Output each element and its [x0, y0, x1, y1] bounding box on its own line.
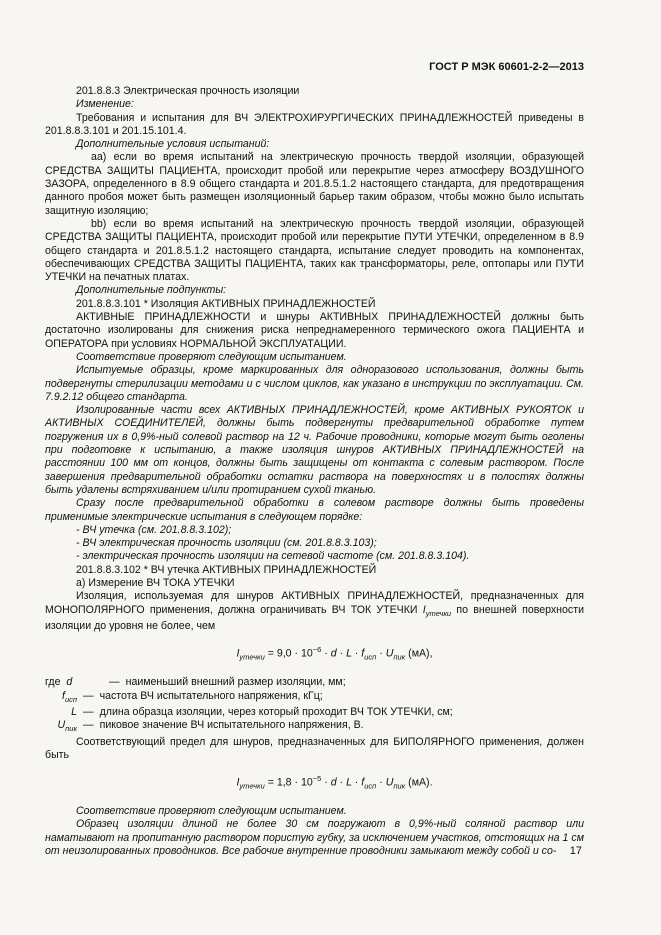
- subclauses-label: Дополнительные подпункты:: [76, 284, 227, 297]
- symbol-l: L: [71, 705, 77, 718]
- compliance-statement: Соответствие проверяют следующим испытанием.: [76, 805, 347, 818]
- subscript: утечки: [239, 652, 265, 662]
- unit: (мА),: [408, 647, 433, 660]
- symbol-i: I: [236, 647, 240, 660]
- symbol-d: d: [330, 776, 337, 789]
- symbol-u: U: [385, 647, 394, 660]
- paragraph: Требования и испытания для ВЧ ЭЛЕКТРОХИРУРГИЧЕСКИХ ПРИНАДЛЕЖНОСТЕЙ приведены в 201.8.8.3.101 и 201.15.101.4.: [45, 111, 584, 137]
- dash: —: [83, 705, 94, 718]
- page-number: 17: [569, 845, 582, 857]
- legend-row-l: [45, 706, 584, 719]
- dash: —: [83, 689, 94, 702]
- coefficient: 1,8 · 10: [276, 776, 313, 789]
- test-paragraph: Образец изоляции длиной не более 30 см погружают в 0,9%-ный соляной раствор или наматывают на пропитанную раствором пористую губку, за исключением участков, отстоящих на 1 см от неизолированных проводников. Все рабочие внутренние проводники замыкают между собой и со-: [45, 818, 584, 858]
- where-label: где: [45, 676, 61, 689]
- test-paragraph: Изолированные части всех АКТИВНЫХ ПРИНАДЛЕЖНОСТЕЙ, кроме АКТИВНЫХ РУКОЯТОК и АКТИВНЫХ СОЕДИНИТЕЛЕЙ, должны быть подвергнуты предварительной обработке путем погружения их в 0,9%-ный солевой раствор на 12 ч. Рабочие проводники, которые могут быть оголены при подготовке к испытанию, а также изоляция шнуров АКТИВНЫХ ПРИНАДЛЕЖНОСТЕЙ на расстоянии 100 мм от концов, должны быть защищены от контакта с солевым раствором. После завершения предварительной обработки остатки раствора на поверхностях и в полостях должны быть удалены встряхиванием и/или протиранием сухой тканью.: [45, 404, 584, 496]
- conditions-label: Дополнительные условия испытаний:: [76, 138, 270, 151]
- symbol-d: d: [66, 676, 73, 689]
- test-paragraph: Испытуемые образцы, кроме маркированных для одноразового использования, должны быть подвергнуты стерилизации методами и с числом циклов, как указано в инструкции по эксплуатации. См. 7.9.2.12 общего стандарта.: [45, 364, 584, 403]
- clause-heading: 201.8.8.3.101 * Изоляция АКТИВНЫХ ПРИНАДЛЕЖНОСТЕЙ: [76, 297, 376, 310]
- symbol-f: f: [61, 689, 65, 702]
- subscript: пик: [393, 781, 406, 791]
- document-body: [45, 85, 584, 858]
- test-paragraph: Сразу после предварительной обработки в солевом растворе должны быть проведены применимые электрические испытания в следующем порядке:: [45, 497, 584, 523]
- formula-bipolar: $I_{утечки} = 1,8 \cdot 10^{-5} \cdot d \cdot L \cdot f_{исп} \cdot U_{пик}$ (мА).: [236, 774, 433, 791]
- legend-text: частота ВЧ испытательного напряжения, кГц;: [99, 689, 323, 702]
- subscript: исп: [64, 694, 77, 704]
- symbol-d: d: [330, 647, 337, 660]
- symbol-f: f: [361, 647, 365, 660]
- paragraph: АКТИВНЫЕ ПРИНАДЛЕЖНОСТИ и шнуры АКТИВНЫХ ПРИНАДЛЕЖНОСТЕЙ должны быть достаточно изолированы для снижения риска непреднамеренного термического ожога ПАЦИЕНТА и ОПЕРАТОРА при условиях НОРМАЛЬНОЙ ЭКСПЛУАТАЦИИ.: [45, 311, 584, 350]
- text-run: Изоляция, используемая для шнуров АКТИВНЫХ ПРИНАДЛЕЖНОСТЕЙ, предназначенных для МОНОПОЛЯРНОГО применения, должна ограничивать ВЧ ТОК УТЕЧКИ: [45, 590, 584, 616]
- legend-row-u: [45, 719, 584, 735]
- legend-text: длина образца изоляции, через который проходит ВЧ ТОК УТЕЧКИ, см;: [99, 705, 453, 718]
- symbol-l: L: [346, 776, 352, 789]
- sub-heading: а) Измерение ВЧ ТОКА УТЕЧКИ: [76, 576, 235, 589]
- symbol-u: U: [385, 776, 394, 789]
- compliance-statement: Соответствие проверяют следующим испытанием.: [76, 350, 347, 363]
- symbol-i: I: [236, 776, 240, 789]
- change-label: Изменение:: [76, 98, 134, 111]
- coefficient: 9,0 · 10: [276, 647, 313, 660]
- legend-row-f: [45, 690, 584, 706]
- standard-code: ГОСТ Р МЭК 60601-2-2—2013: [429, 61, 584, 73]
- paragraph: [45, 590, 584, 633]
- exponent: −5: [312, 774, 322, 784]
- formula-monopolar: $I_{утечки} = 9,0 \cdot 10^{-6} \cdot d \cdot L \cdot f_{исп} \cdot U_{пик}$ (мА),: [236, 645, 433, 662]
- paragraph: Соответствующий предел для шнуров, предназначенных для БИПОЛЯРНОГО применения, должен быть: [45, 735, 584, 761]
- legend-text: пиковое значение ВЧ испытательного напряжения, В.: [99, 719, 364, 732]
- symbol-i: I: [422, 603, 426, 616]
- text-run: по внешней поверхности изоляции до уровня не более, чем: [45, 603, 584, 632]
- symbol-l: L: [346, 647, 352, 660]
- subscript: исп: [364, 652, 377, 662]
- legend-text: наименьший внешний размер изоляции, мм;: [125, 676, 346, 689]
- dash: —: [109, 676, 120, 689]
- list-item: - ВЧ утечка (см. 201.8.8.3.102);: [76, 523, 232, 536]
- subscript: исп: [364, 781, 377, 791]
- condition-aa: аа) если во время испытаний на электрическую прочность твердой изоляции, образующей СРЕДСТВА ЗАЩИТЫ ПАЦИЕНТА, происходит пробой или перекрытие через атмосферу ВОЗДУШНОГО ЗАЗОРА, определенного в 8.9 общего стандарта и 201.8.5.1.2 настоящего стандарта, для предотвращения данного пробоя может быть размещен изоляционный барьер таким образом, чтобы можно было испытать защитную изоляцию;: [45, 151, 584, 217]
- symbol-u: U: [57, 719, 66, 732]
- clause-heading: 201.8.8.3.102 * ВЧ утечка АКТИВНЫХ ПРИНАДЛЕЖНОСТЕЙ: [76, 563, 377, 576]
- list-item: - электрическая прочность изоляции на сетевой частоте (см. 201.8.8.3.104).: [76, 550, 470, 563]
- symbol-f: f: [361, 776, 365, 789]
- dash: —: [83, 719, 94, 732]
- unit: (мА).: [408, 776, 433, 789]
- clause-heading: 201.8.8.3 Электрическая прочность изоляции: [76, 85, 300, 97]
- subscript: утечки: [239, 781, 265, 791]
- list-item: - ВЧ электрическая прочность изоляции (см. 201.8.8.3.103);: [76, 537, 377, 550]
- condition-bb: bb) если во время испытаний на электрическую прочность твердой изоляции, образующей СРЕДСТВА ЗАЩИТЫ ПАЦИЕНТА, происходит пробой или перекрытие ПУТИ УТЕЧКИ, определенном в 8.9 общего стандарта и 201.8.5.1.2 настоящего стандарта, испытание следует проводить на компонентах, обеспечивающих СРЕДСТВА ЗАЩИТЫ ПАЦИЕНТА, таких как трансформаторы, реле, оптопары или ПУТИ УТЕЧКИ на печатных платах.: [45, 217, 584, 284]
- legend-row-d: [45, 676, 584, 689]
- subscript: пик: [393, 652, 406, 662]
- exponent: −6: [312, 645, 322, 655]
- subscript: утечки: [425, 608, 452, 618]
- subscript: пик: [65, 724, 77, 734]
